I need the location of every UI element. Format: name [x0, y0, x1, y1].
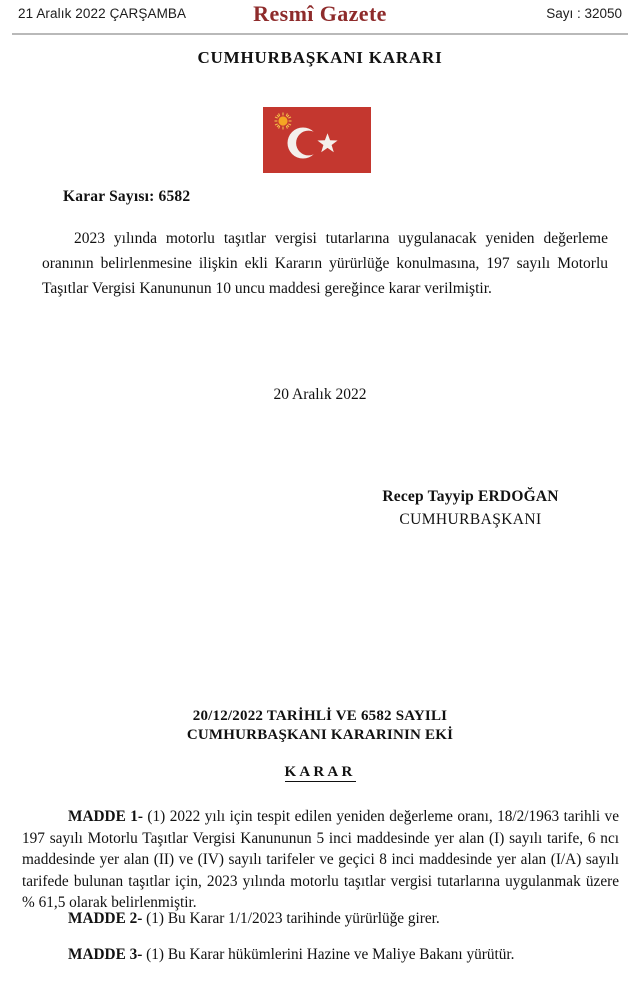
masthead	[0, 0, 640, 34]
signature-title: CUMHURBAŞKANI	[399, 511, 542, 528]
intro-paragraph: 2023 yılında motorlu taşıtlar vergisi tutarlarına uygulanacak yeniden değerleme oranının belirlenmesine ilişkin ekli Kararın yürürlüğe konulmasına, 197 sayılı Motorlu Taşıtlar Vergisi Kanununun 10 uncu maddesi gereğince karar verilmiştir.	[42, 230, 608, 297]
masthead-issue-number: Sayı : 32050	[546, 6, 622, 21]
masthead-divider	[12, 33, 628, 35]
annex-karar-text: KARAR	[284, 764, 356, 780]
article-2	[22, 908, 619, 930]
article-3-lead: MADDE 3-	[68, 946, 143, 963]
article-3	[22, 944, 619, 966]
article-2-body: (1) Bu Karar 1/1/2023 tarihinde yürürlüğe girer.	[142, 910, 440, 927]
signature-name: Recep Tayyip ERDOĞAN	[382, 488, 559, 505]
masthead-title: Resmî Gazete	[253, 1, 387, 26]
page-title: CUMHURBAŞKANI KARARI	[197, 48, 443, 67]
turkish-flag-emblem	[262, 106, 372, 174]
flag-icon	[263, 107, 371, 173]
article-3-body: (1) Bu Karar hükümlerini Hazine ve Maliye Bakanı yürütür.	[142, 946, 515, 963]
annex-heading-line2: CUMHURBAŞKANI KARARININ EKİ	[186, 727, 454, 743]
masthead-date: 21 Aralık 2022 ÇARŞAMBA	[18, 6, 187, 21]
annex-karar-label	[0, 764, 640, 781]
annex-heading	[0, 707, 640, 745]
flag-field	[263, 107, 371, 173]
decree-date: 20 Aralık 2022	[273, 386, 367, 403]
decision-number: Karar Sayısı: 6582	[63, 188, 191, 205]
sun-icon	[275, 113, 292, 130]
article-2-lead: MADDE 2-	[68, 910, 143, 927]
article-1	[22, 806, 619, 914]
article-1-body: (1) 2022 yılı için tespit edilen yeniden değerleme oranı, 18/2/1963 tarihli ve 197 sayılı Motorlu Taşıtlar Vergisi Kanununun 5 inci maddesinde yer alan (I) sayılı tarife, 6 ncı maddesinde yer alan (II) ve (IV) sayılı tarifeler ve geçici 8 inci maddesinde yer alan (I/A) sayılı tarifede bulunan taşıtlar için, 2023 yılında motorlu taşıtlar vergisi tutarlarına uygulanmak üzere % 61,5 olarak belirlenmiştir.	[22, 808, 619, 912]
article-1-lead: MADDE 1-	[68, 808, 143, 825]
annex-heading-line1: 20/12/2022 TARİHLİ VE 6582 SAYILI	[192, 708, 448, 724]
